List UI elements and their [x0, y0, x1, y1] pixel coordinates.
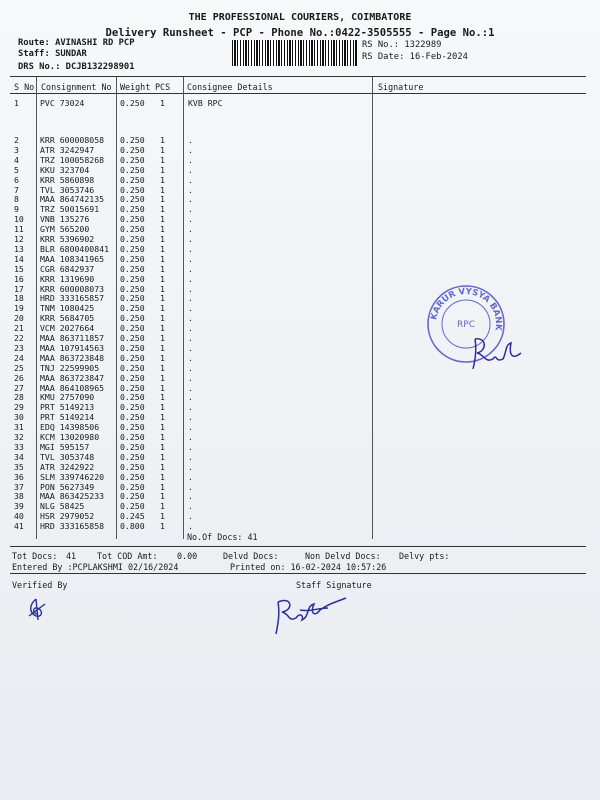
table-row [14, 392, 374, 402]
barcode [232, 40, 358, 66]
col-header-consignment: Consignment No [41, 82, 112, 92]
table-row [14, 353, 374, 363]
cell-weight: 0.250 [120, 471, 145, 482]
cell-consignee: . [188, 362, 193, 373]
table-row [14, 155, 374, 165]
cell-consignee: . [188, 422, 193, 433]
cell-sno: 1 [14, 98, 19, 108]
header-rule-top [10, 76, 586, 77]
cell-sno: 28 [14, 392, 24, 403]
table-row [14, 293, 374, 303]
cell-consignee: . [188, 521, 193, 532]
printed-on: Printed on: 16-02-2024 10:57:26 [230, 562, 387, 572]
cell-pcs: 1 [160, 372, 165, 383]
table-row [14, 264, 374, 274]
cell-pcs: 1 [160, 214, 165, 225]
cell-consignee: . [188, 194, 193, 205]
cell-weight: 0.250 [120, 154, 145, 165]
cell-weight: 0.250 [120, 382, 145, 393]
cell-consignment: TRZ 50015691 [40, 204, 100, 215]
table-row [14, 254, 374, 264]
cell-weight: 0.250 [120, 243, 145, 254]
cell-pcs: 1 [160, 333, 165, 343]
table-row [14, 333, 374, 343]
tot-cod-value: 0.00 [177, 551, 198, 561]
entered-by: Entered By :PCPLAKSHMI 02/16/2024 [12, 562, 179, 572]
cell-pcs: 1 [160, 382, 165, 393]
col-header-consignee: Consignee Details [187, 82, 273, 92]
cell-sno: 14 [14, 253, 24, 264]
cell-pcs: 1 [160, 471, 165, 482]
cell-pcs: 1 [160, 451, 165, 462]
table-row [14, 313, 374, 323]
table-row [14, 373, 374, 383]
cell-weight: 0.250 [120, 451, 145, 462]
cell-consignment: PRT 5149213 [40, 402, 95, 413]
cell-pcs: 1 [160, 194, 165, 205]
cell-weight: 0.250 [120, 372, 145, 383]
cell-pcs: 1 [160, 323, 165, 334]
col-header-signature: Signature [378, 82, 424, 92]
cell-pcs: 1 [160, 481, 165, 492]
cell-sno: 16 [14, 273, 24, 284]
cell-pcs: 1 [160, 461, 165, 472]
cell-sno: 39 [14, 501, 24, 512]
table-row [14, 482, 374, 492]
cell-sno: 31 [14, 422, 24, 433]
cell-consignment: ATR 3242947 [40, 144, 95, 155]
cell-sno: 12 [14, 234, 24, 244]
cell-consignment: TNJ 22599905 [40, 362, 100, 373]
cell-consignee: KVB RPC [188, 98, 223, 108]
cell-pcs: 1 [160, 135, 165, 145]
cell-weight: 0.250 [120, 204, 145, 215]
cell-sno: 38 [14, 491, 24, 502]
cell-weight: 0.250 [120, 412, 145, 423]
cell-pcs: 1 [160, 224, 165, 235]
cell-weight: 0.250 [120, 184, 145, 195]
cell-consignee: . [188, 333, 193, 343]
cell-consignment: KRR 1319690 [40, 273, 95, 284]
cell-weight: 0.250 [120, 402, 145, 413]
cell-pcs: 1 [160, 491, 165, 502]
tot-docs-label: Tot Docs: [12, 551, 58, 561]
cell-consignee: . [188, 402, 193, 413]
cell-consignee: . [188, 253, 193, 264]
cell-weight: 0.250 [120, 491, 145, 502]
table-row [14, 521, 374, 531]
cell-consignment: MAA 863711857 [40, 333, 105, 343]
cell-pcs: 1 [160, 303, 165, 314]
cell-consignment: MAA 863723848 [40, 352, 105, 363]
cell-consignment: CGR 6842937 [40, 263, 95, 274]
table-row [14, 274, 374, 284]
col-header-sno: S No [14, 82, 35, 92]
cell-weight: 0.250 [120, 461, 145, 472]
cell-sno: 41 [14, 521, 24, 532]
cell-consignee: . [188, 392, 193, 403]
cell-pcs: 1 [160, 441, 165, 452]
cell-consignee: . [188, 164, 193, 175]
cell-pcs: 1 [160, 402, 165, 413]
cell-weight: 0.250 [120, 422, 145, 433]
cell-consignment: PVC 73024 [40, 98, 85, 108]
cell-sno: 33 [14, 441, 24, 452]
cell-consignment: PON 5627349 [40, 481, 95, 492]
table-row [14, 135, 374, 145]
cell-consignment: HRD 333165857 [40, 293, 105, 304]
table-row [14, 204, 374, 214]
cell-sno: 23 [14, 342, 24, 353]
cell-sno: 35 [14, 461, 24, 472]
table-row [14, 452, 374, 462]
cell-weight: 0.250 [120, 501, 145, 512]
cell-sno: 34 [14, 451, 24, 462]
cell-sno: 5 [14, 164, 19, 175]
staff-signature-label: Staff Signature [296, 580, 372, 590]
rs-date: RS Date: 16-Feb-2024 [362, 52, 468, 62]
cell-weight: 0.250 [120, 234, 145, 244]
cell-weight: 0.250 [120, 253, 145, 264]
cell-pcs: 1 [160, 293, 165, 304]
cell-consignment: MGI 595157 [40, 441, 90, 452]
cell-pcs: 1 [160, 412, 165, 423]
cell-sno: 10 [14, 214, 24, 225]
cell-consignment: TVL 3053746 [40, 184, 95, 195]
table-row [14, 145, 374, 155]
cell-consignee: . [188, 382, 193, 393]
cell-sno: 15 [14, 263, 24, 274]
table-row [14, 412, 374, 422]
table-row [14, 383, 374, 393]
table-row [14, 185, 374, 195]
cell-consignee: . [188, 372, 193, 383]
cell-consignee: . [188, 471, 193, 482]
cell-consignee: . [188, 501, 193, 512]
cell-weight: 0.250 [120, 283, 145, 294]
table-row [14, 363, 374, 373]
cell-consignee: . [188, 184, 193, 195]
table-row [14, 214, 374, 224]
cell-weight: 0.250 [120, 98, 145, 108]
cell-consignee: . [188, 412, 193, 423]
cell-sno: 25 [14, 362, 24, 373]
cell-pcs: 1 [160, 313, 165, 324]
cell-consignee: . [188, 511, 193, 522]
cell-sno: 18 [14, 293, 24, 304]
cell-consignee: . [188, 224, 193, 235]
cell-sno: 2 [14, 135, 19, 145]
cell-pcs: 1 [160, 511, 165, 522]
cell-consignment: EDQ 14398506 [40, 422, 100, 433]
cell-consignee: . [188, 303, 193, 314]
staff-label: Staff: SUNDAR [18, 49, 87, 59]
cell-consignment: MAA 863425233 [40, 491, 105, 502]
cell-consignment: KRR 600008058 [40, 135, 105, 145]
cell-pcs: 1 [160, 154, 165, 165]
cell-pcs: 1 [160, 273, 165, 284]
header-rule-bottom [10, 93, 586, 94]
cell-sno: 22 [14, 333, 24, 343]
cell-pcs: 1 [160, 422, 165, 433]
table-row [14, 98, 374, 108]
delvy-pts: Delvy pts: [399, 551, 450, 561]
cell-consignment: MAA 107914563 [40, 342, 105, 353]
cell-pcs: 1 [160, 174, 165, 185]
table-row [14, 442, 374, 452]
cell-sno: 29 [14, 402, 24, 413]
cell-consignee: . [188, 441, 193, 452]
cell-weight: 0.250 [120, 194, 145, 205]
cell-weight: 0.250 [120, 323, 145, 334]
runsheet-subtitle: Delivery Runsheet - PCP - Phone No.:0422-3505555 - Page No.:1 [105, 27, 495, 39]
cell-weight: 0.250 [120, 352, 145, 363]
tot-docs-value: 41 [66, 551, 77, 561]
cell-consignee: . [188, 214, 193, 225]
table-row [14, 244, 374, 254]
company-title: THE PROFESSIONAL COURIERS, COIMBATORE [188, 12, 412, 23]
cell-weight: 0.250 [120, 263, 145, 274]
cell-consignee: . [188, 243, 193, 254]
cell-pcs: 1 [160, 184, 165, 195]
cell-weight: 0.250 [120, 342, 145, 353]
stamp-bank-text: KARUR VYSYA BANK [429, 286, 504, 332]
cell-consignment: PRT 5149214 [40, 412, 95, 423]
cell-weight: 0.250 [120, 293, 145, 304]
table-row [14, 432, 374, 442]
cell-consignment: GYM 565200 [40, 224, 90, 235]
cell-consignment: KMU 2757090 [40, 392, 95, 403]
table-row [14, 175, 374, 185]
cell-consignee: . [188, 481, 193, 492]
cell-consignment: TNM 1080425 [40, 303, 95, 314]
cell-pcs: 1 [160, 204, 165, 215]
staff-signature [270, 588, 350, 638]
cell-consignment: KCM 13020980 [40, 432, 100, 442]
table-row [14, 501, 374, 511]
receiver-signature [465, 335, 525, 371]
cell-consignment: SLM 339746220 [40, 471, 105, 482]
table-row [14, 402, 374, 412]
cell-weight: 0.250 [120, 392, 145, 403]
cell-consignee: . [188, 234, 193, 244]
cell-consignment: KRR 600008073 [40, 283, 105, 294]
cell-weight: 0.250 [120, 432, 145, 442]
cell-consignee: . [188, 135, 193, 145]
cell-sno: 37 [14, 481, 24, 492]
table-row [14, 224, 374, 234]
cell-consignment: VCM 2027664 [40, 323, 95, 334]
no-of-docs: No.Of Docs: 41 [187, 532, 258, 542]
cell-pcs: 1 [160, 234, 165, 244]
delvd-docs: Delvd Docs: [223, 551, 279, 561]
cell-sno: 24 [14, 352, 24, 363]
table-row [14, 462, 374, 472]
stamp-center-text: RPC [457, 320, 475, 330]
cell-pcs: 1 [160, 144, 165, 155]
table-row [14, 323, 374, 333]
footer-rule [10, 573, 586, 574]
cell-weight: 0.250 [120, 174, 145, 185]
cell-consignee: . [188, 491, 193, 502]
cell-weight: 0.250 [120, 441, 145, 452]
cell-weight: 0.250 [120, 224, 145, 235]
cell-pcs: 1 [160, 362, 165, 373]
cell-sno: 32 [14, 432, 24, 442]
cell-pcs: 1 [160, 243, 165, 254]
cell-sno: 13 [14, 243, 24, 254]
cell-consignment: NLG 58425 [40, 501, 85, 512]
cell-pcs: 1 [160, 342, 165, 353]
cell-pcs: 1 [160, 98, 165, 108]
cell-consignment: VNB 135276 [40, 214, 90, 225]
table-row [14, 422, 374, 432]
cell-weight: 0.250 [120, 333, 145, 343]
cell-consignment: KRR 5684705 [40, 313, 95, 324]
col-header-weight: Weight [120, 82, 151, 92]
cell-consignment: MAA 864742135 [40, 194, 105, 205]
table-rule-bottom [10, 546, 586, 547]
cell-sno: 26 [14, 372, 24, 383]
cell-weight: 0.250 [120, 164, 145, 175]
cell-consignee: . [188, 342, 193, 353]
cell-consignee: . [188, 323, 193, 334]
cell-sno: 20 [14, 313, 24, 324]
table-row [14, 472, 374, 482]
cell-consignee: . [188, 283, 193, 294]
cell-pcs: 1 [160, 521, 165, 532]
table-row [14, 303, 374, 313]
cell-sno: 36 [14, 471, 24, 482]
cell-pcs: 1 [160, 392, 165, 403]
cell-consignment: BLR 6800400841 [40, 243, 110, 254]
cell-sno: 4 [14, 154, 19, 165]
cell-consignee: . [188, 263, 193, 274]
table-row [14, 234, 374, 244]
cell-sno: 17 [14, 283, 24, 294]
cell-consignee: . [188, 451, 193, 462]
cell-consignment: HSR 2979052 [40, 511, 95, 522]
cell-consignment: TVL 3053748 [40, 451, 95, 462]
cell-pcs: 1 [160, 253, 165, 264]
non-delvd-docs: Non Delvd Docs: [305, 551, 381, 561]
rs-number: RS No.: 1322989 [362, 40, 442, 50]
cell-weight: 0.250 [120, 135, 145, 145]
col-header-pcs: PCS [155, 82, 171, 92]
cell-consignee: . [188, 174, 193, 185]
cell-sno: 27 [14, 382, 24, 393]
cell-consignee: . [188, 273, 193, 284]
cell-pcs: 1 [160, 283, 165, 294]
verified-by-label: Verified By [12, 580, 68, 590]
cell-sno: 19 [14, 303, 24, 314]
cell-consignment: MAA 108341965 [40, 253, 105, 264]
cell-pcs: 1 [160, 164, 165, 175]
cell-sno: 40 [14, 511, 24, 522]
cell-sno: 7 [14, 184, 19, 195]
cell-sno: 6 [14, 174, 19, 185]
cell-consignee: . [188, 154, 193, 165]
cell-consignee: . [188, 204, 193, 215]
cell-consignee: . [188, 293, 193, 304]
cell-consignee: . [188, 144, 193, 155]
cell-weight: 0.800 [120, 521, 145, 532]
cell-consignee: . [188, 352, 193, 363]
cell-pcs: 1 [160, 263, 165, 274]
cell-sno: 8 [14, 194, 19, 205]
cell-consignment: TRZ 100058268 [40, 154, 105, 165]
cell-weight: 0.250 [120, 481, 145, 492]
drs-number: DRS No.: DCJB132298901 [18, 62, 135, 72]
cell-consignment: MAA 863723847 [40, 372, 105, 383]
table-row [14, 284, 374, 294]
route-label: Route: AVINASHI RD PCP [18, 38, 135, 48]
cell-pcs: 1 [160, 501, 165, 512]
cell-consignment: KRR 5860898 [40, 174, 95, 185]
table-row [14, 194, 374, 204]
cell-consignee: . [188, 461, 193, 472]
cell-weight: 0.250 [120, 273, 145, 284]
cell-pcs: 1 [160, 432, 165, 442]
table-row [14, 511, 374, 521]
cell-weight: 0.250 [120, 362, 145, 373]
cell-weight: 0.250 [120, 144, 145, 155]
cell-sno: 3 [14, 144, 19, 155]
cell-sno: 21 [14, 323, 24, 334]
cell-pcs: 1 [160, 352, 165, 363]
cell-weight: 0.250 [120, 313, 145, 324]
cell-consignment: HRD 333165858 [40, 521, 105, 532]
verified-signature [24, 596, 50, 622]
cell-sno: 11 [14, 224, 24, 235]
cell-consignee: . [188, 313, 193, 324]
cell-weight: 0.250 [120, 214, 145, 225]
cell-consignment: KKU 323704 [40, 164, 90, 175]
cell-consignment: MAA 864108965 [40, 382, 105, 393]
tot-cod-label: Tot COD Amt: [97, 551, 158, 561]
cell-weight: 0.250 [120, 303, 145, 314]
cell-consignee: . [188, 432, 193, 442]
cell-consignment: ATR 3242922 [40, 461, 95, 472]
table-row [14, 491, 374, 501]
cell-consignment: KRR 5396902 [40, 234, 95, 244]
cell-sno: 9 [14, 204, 19, 215]
cell-weight: 0.245 [120, 511, 145, 522]
table-row [14, 343, 374, 353]
table-row [14, 165, 374, 175]
cell-sno: 30 [14, 412, 24, 423]
